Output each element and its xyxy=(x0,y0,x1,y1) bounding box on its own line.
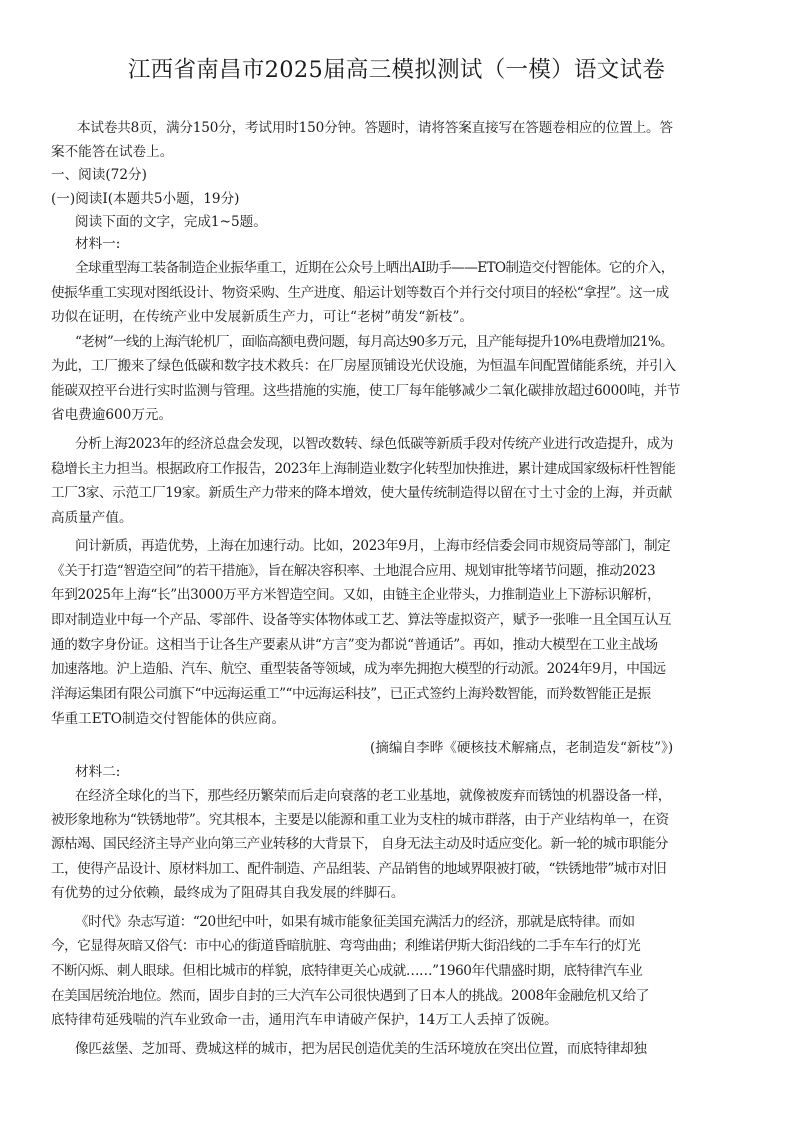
paragraph-line: “老树”一线的上海汽轮机厂，面临高额电费问题，每月高达90多万元，且产能每提升10%电费增加21%。 xyxy=(75,334,673,350)
paragraph-line: 有优势的过分依赖，最终成为了阻碍其自我发展的绊脚石。 xyxy=(51,885,405,901)
paragraph-line: 使振华重工实现对图纸设计、物资采购、生产进度、船运计划等数百个并行交付项目的轻松“拿捏”。这一成 xyxy=(51,285,669,301)
paragraph-line: 全球重型海工装备制造企业振华重工，近期在公众号上晒出AI助手——ETO制造交付智能体。它的介入， xyxy=(75,260,674,276)
paragraph-line: 工，使得产品设计、原材料加工、配件制造、产品组装、产品销售的地域界限被打破，“铁锈地带”城市对旧 xyxy=(51,861,667,877)
subsection-heading: (一)阅读Ⅰ(本题共5小题，19分) xyxy=(51,191,240,207)
paragraph-line: 分析上海2023年的经济总盘会发现，以智改数转、绿色低碳等新质手段对传统产业进行改造提升，成为 xyxy=(75,436,673,452)
paragraph-line: 今，它显得灰暗又俗气：市中心的街道昏暗肮脏、弯弯曲曲；利维诺伊斯大街沿线的二手车车行的灯光 xyxy=(51,938,641,954)
paragraph-line: 像匹兹堡、芝加哥、费城这样的城市，把为居民创造优美的生活环境放在突出位置，而底特律却独 xyxy=(75,1041,647,1057)
paragraph-line: 能碳双控平台进行实时监测与管理。这些措施的实施，使工厂每年能够减少二氧化碳排放超过6000吨，并节 xyxy=(51,383,681,399)
paragraph-line: 为此，工厂搬来了绿色低碳和数字技术救兵：在厂房屋顶铺设光伏设施，为恒温车间配置储能系统，并引入 xyxy=(51,358,676,374)
paragraph-line: 高质量产值。 xyxy=(51,510,133,526)
source-citation: (摘编自李晔《硬核技术解痛点，老制造发“新枝”》) xyxy=(370,740,674,756)
paragraph-line: 通的数字身份证。这相当于让各生产要素从讲“方言”变为都说“普通话”。再如，推动大模型在工业主战场 xyxy=(51,637,658,653)
paragraph-line: 问计新质，再造优势，上海在加速行动。比如，2023年9月，上海市经信委会同市规资局等部门，制定 xyxy=(75,538,671,554)
paragraph-line: 被形象地称为“铁锈地带”。究其根本，主要是以能源和重工业为支柱的城市群落，由于产业结构单一，在资 xyxy=(51,812,669,828)
paragraph-line: 《时代》杂志写道：“20世纪中叶，如果有城市能象征美国充满活力的经济，那就是底特律。而如 xyxy=(75,914,635,930)
paragraph-line: 稳增长主力担当。根据政府工作报告，2023年上海制造业数字化转型加快推进，累计建成国家级标杆性智能 xyxy=(51,461,676,477)
material-heading: 材料二: xyxy=(75,764,121,780)
paragraph-line: 在经济全球化的当下，那些经历繁荣而后走向衰落的老工业基地，就像被废弃而锈蚀的机器设备一样， xyxy=(75,788,671,804)
paragraph-line: 加速落地。沪上造船、汽车、航空、重型装备等领域，成为率先拥抱大模型的行动派。2024年9月，中国远 xyxy=(51,661,666,677)
paragraph-line: 省电费逾600万元。 xyxy=(51,407,173,423)
paragraph-line: 不断闪烁、刺人眼球。但相比城市的样貌，底特律更关心成就……”1960年代鼎盛时期，底特律汽车业 xyxy=(51,963,643,979)
paragraph-line: 工厂3家、示范工厂19家。新质生产力带来的降本增效，使大量传统制造得以留在寸土寸金的上海，并贡献 xyxy=(51,485,672,501)
paragraph-line: 年到2025年上海“长”出3000万平方米智造空间。又如，由链主企业带头，力推制造业上下游标识解析， xyxy=(51,587,661,603)
paragraph-line: 源枯竭、国民经济主导产业向第三产业转移的大背景下， 自身无法主动及时适应变化。新一轮的城市职能分 xyxy=(51,836,668,852)
paragraph-line: 底特律苟延残喘的汽车业致命一击，通用汽车申请破产保护，14万工人丢掉了饭碗。 xyxy=(51,1012,558,1028)
material-heading: 材料一: xyxy=(75,236,121,252)
section-heading: 一、阅读(72分) xyxy=(51,167,147,183)
instruction-line: 阅读下面的文字，完成1~5题。 xyxy=(75,214,267,230)
paragraph-line: 洋海运集团有限公司旗下“中远海运重工”“中远海运科技”，已正式签约上海羚数智能，而羚数智能正是振 xyxy=(51,686,651,702)
page-title: 江西省南昌市2025届高三模拟测试（一模）语文试卷 xyxy=(127,57,666,83)
paragraph-line: 即对制造业中每一个产品、零部件、设备等实体物体或工艺、算法等虚拟资产，赋予一张唯一且全国互认互 xyxy=(51,612,672,628)
paragraph-line: 功似在证明，在传统产业中发展新质生产力，可让“老树”萌发“新枝”。 xyxy=(51,309,474,325)
paragraph-line: 在美国居统治地位。然而，固步自封的三大汽车公司很快遇到了日本人的挑战。2008年金融危机又给了 xyxy=(51,988,649,1004)
paragraph-line: 《关于打造“智造空间”的若干措施》，旨在解决容积率、土地混合应用、规划审批等堵节问题，推动2023 xyxy=(51,563,656,579)
intro-line: 案不能答在试卷上。 xyxy=(51,144,174,160)
paragraph-line: 华重工ETO制造交付智能体的供应商。 xyxy=(51,711,286,727)
intro-line: 本试卷共8页，满分150分，考试用时150分钟。答题时，请将答案直接写在答题卷相应的位置上。答 xyxy=(77,120,673,136)
